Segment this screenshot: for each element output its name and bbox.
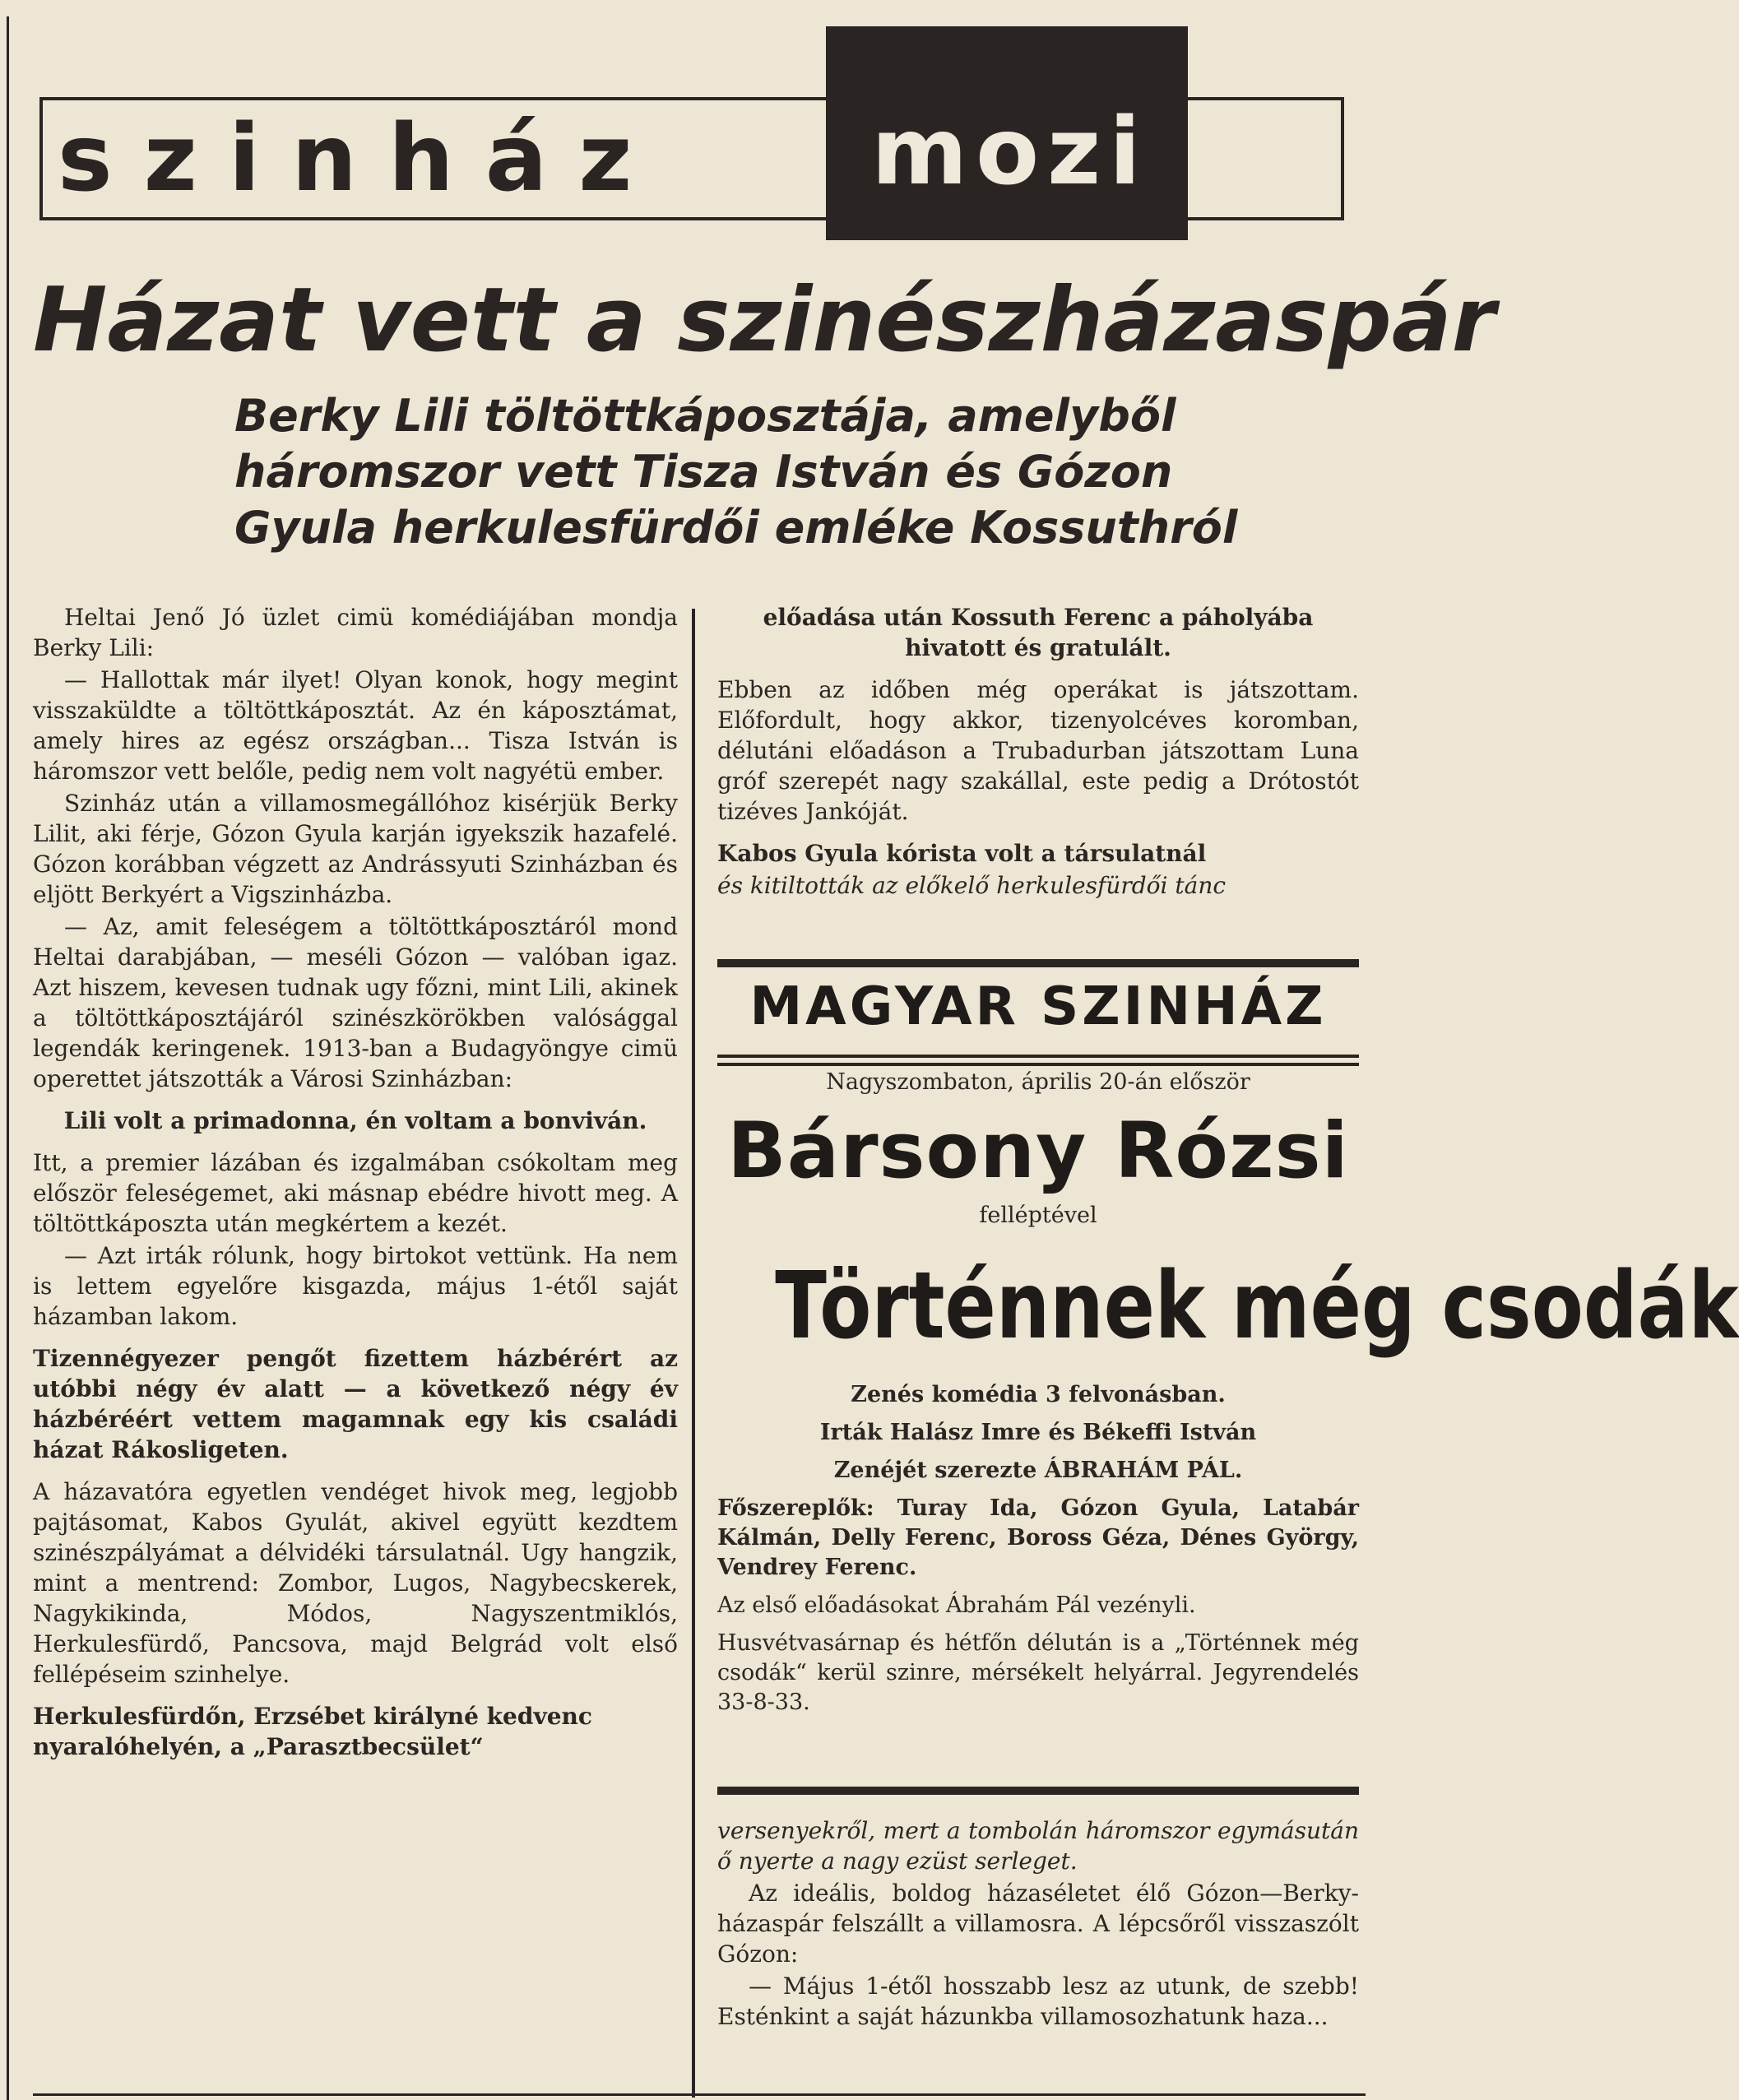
ad-cast: Főszereplők: Turay Ida, Gózon Gyula, Latabár Kálmán, Delly Ferenc, Boross Géza, Dénes György, Vendrey Ferenc. (717, 1495, 1359, 1580)
paragraph: Az ideális, boldog házaséletet élő Gózon—Berky-házaspár felszállt a villamosra. A lépcsőről visszaszólt Gózon: (717, 1880, 1359, 1968)
bold-quote: Tizennégyezer pengőt fizettem házbérért az utóbbi négy év alatt — a következő négy év házbéréért vettem magamnak egy kis családi házat Rákosligeten. (33, 1345, 678, 1463)
ad-authors: Irták Halász Imre és Békeffi István (819, 1420, 1257, 1445)
subhead-line: háromszor vett Tisza István és Gózon (234, 446, 1173, 498)
paragraph: — Május 1-étől hosszabb lesz az utunk, de szebb! Esténkint a saját házunkba villamosozhatunk haza... (717, 1973, 1359, 2030)
ad-notice: Husvétvasárnap és hétfőn délután is a „Történnek még csodák“ kerül szinre, mérsékelt helyárral. Jegyrendelés 33-8-33. (717, 1630, 1359, 1715)
section-label-mozi: mozi (871, 99, 1149, 206)
article-subheadline (234, 388, 1238, 556)
paragraph: A házavatóra egyetlen vendéget hivok meg, legjobb pajtásomat, Kabos Gyulát, akivel együtt kezdtem szinészpályámat a délvidéki társulatnál. Ugy hangzik, mint a mentrend: Zombor, Lugos, Nagybecskerek, Nagykikinda, Módos, Nagyszentmiklós, Herkulesfürdő, Pancsova, majd Belgrád volt első fellépéseim szinhelye. (33, 1478, 678, 1688)
article-left-column (33, 602, 678, 1764)
column-divider (692, 609, 695, 2098)
ad-music: Zenéjét szerezte ÁBRAHÁM PÁL. (833, 1458, 1243, 1483)
theatre-name: MAGYAR SZINHÁZ (749, 976, 1327, 1037)
bottom-border-rule (33, 2093, 1366, 2096)
paragraph: és kitiltották az előkelő herkulesfürdői tánc (717, 872, 1227, 899)
ad-date-line: Nagyszombaton, április 20-án először (826, 1069, 1250, 1095)
theatre-advertisement (717, 974, 1739, 1718)
ad-conductor: Az első előadásokat Ábrahám Pál vezényli. (717, 1592, 1196, 1618)
article-right-column-top (717, 602, 1359, 902)
paragraph: — Hallottak már ilyet! Olyan konok, hogy megint visszaküldte a töltöttkáposztát. Az én káposztámat, amely hires az egész országban... Tisza István is háromszor vett belőle, pedig nem volt nagyétü ember. (33, 666, 678, 785)
article-right-column-bottom (717, 1815, 1359, 2033)
paragraph: Ebben az időben még operákat is játszottam. Előfordult, hogy akkor, tizenyolcéves koromban, délutáni előadáson a Trubadurban játszottam Luna gróf szerepét nagy szakállal, este pedig a Drótostót tizéves Jankóját. (717, 676, 1359, 825)
left-border-rule (7, 16, 9, 2100)
paragraph: — Az, amit feleségem a töltöttkáposztáról mond Heltai darabjában, — meséli Gózon — valóban igaz. Azt hiszem, kevesen tudnak ugy főzni, mint Lili, akinek a töltöttkáposztájáról szinészkörökben valósággal legendák keringenek. 1913-ban a Budagyöngye cimü operettet játszották a Városi Szinházban: (33, 913, 678, 1092)
bold-quote: Kabos Gyula kórista volt a társulatnál (717, 840, 1207, 867)
ad-with-line: felléptével (979, 1203, 1097, 1228)
paragraph: Itt, a premier lázában és izgalmában csókoltam meg először feleségemet, aki másnap ebédre hivott meg. A töltöttkáposzta után megkértem a kezét. (33, 1149, 678, 1237)
article-headline: Házat vett a szinészházaspár (33, 269, 1496, 372)
subhead-line: Gyula herkulesfürdői emléke Kossuthról (234, 502, 1238, 554)
ad-top-rule (717, 959, 1359, 967)
subhead-line: Berky Lili töltöttkáposztája, amelyből (234, 390, 1176, 442)
bold-quote: Lili volt a primadonna, én voltam a bonviván. (63, 1107, 647, 1134)
paragraph: versenyekről, mert a tombolán háromszor egymásután ő nyerte a nagy ezüst serleget. (717, 1817, 1359, 1875)
paragraph: Szinház után a villamosmegállóhoz kisérjük Berky Lilit, aki férje, Gózon Gyula karján igyekszik hazafelé. Gózon korábban végzett az Andrássyuti Szinházban és eljött Berkyért a Vigszinházba. (33, 790, 678, 908)
paragraph: — Azt irták rólunk, hogy birtokot vettünk. Ha nem is lettem egyelőre kisgazda, május 1-étől saját házamban lakom. (33, 1242, 678, 1330)
paragraph: Heltai Jenő Jó üzlet cimü komédiájában mondja Berky Lili: (33, 604, 678, 661)
bold-quote: Herkulesfürdőn, Erzsébet királyné kedvenc nyaralóhelyén, a „Parasztbecsület“ (33, 1703, 592, 1760)
ad-bottom-rule (717, 1787, 1359, 1795)
section-banner-cap (1311, 97, 1344, 220)
ad-play-title: Történnek még csodák (775, 1253, 1739, 1360)
ad-star-name: Bársony Rózsi (727, 1106, 1349, 1196)
ad-genre: Zenés komédia 3 felvonásban. (851, 1382, 1226, 1407)
section-label-szinhaz: szinház (58, 105, 664, 212)
bold-quote: előadása után Kossuth Ferenc a páholyába hivatott és gratulált. (763, 604, 1314, 661)
